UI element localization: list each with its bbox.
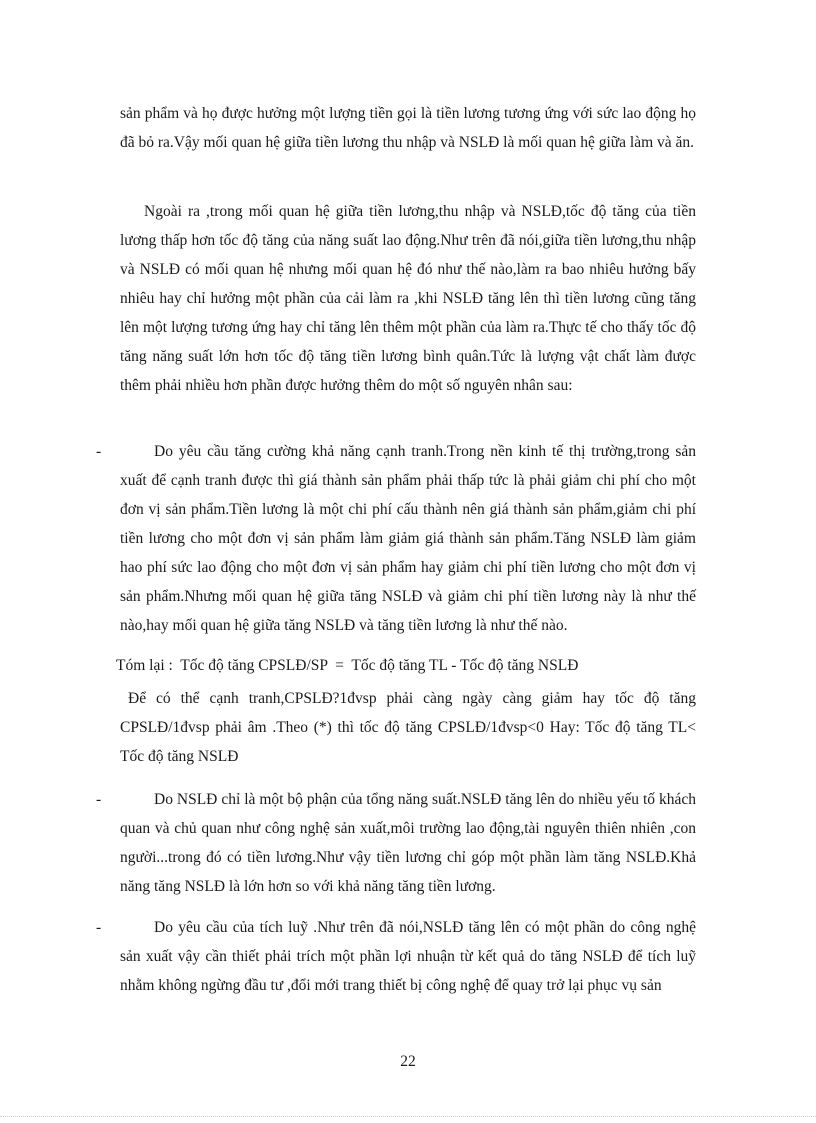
paragraph-2 xyxy=(120,197,696,400)
bullet-text: Do yêu cầu tăng cường khả năng cạnh tranh.Trong nền kinh tế thị trường,trong sản xuất để cạnh tranh được thì giá thành sản phẩm phải thấp tức là phải giảm chi phí cho một đơn vị sản phẩm.Tiền lương là một chi phí cấu thành nên giá thành sản phẩm,giảm chi phí tiền lương cho một đơn vị sản phẩm làm giảm giá thành sản phẩm.Tăng NSLĐ làm giảm hao phí sức lao động cho một đơn vị sản phẩm hay giảm chi phí tiền lương cho một đơn vị sản phẩm.Nhưng mối quan hệ giữa tăng NSLĐ và giảm chi phí tiền lương này là như thế nào,hay mối quan hệ giữa tăng NSLĐ và tăng tiền lương là như thế nào. xyxy=(120,443,696,634)
bullet-dash: - xyxy=(96,791,102,808)
paragraph-2-text: Ngoài ra ,trong mối quan hệ giữa tiền lương,thu nhập và NSLĐ,tốc độ tăng của tiền lương thấp hơn tốc độ tăng của năng suất lao động.Như trên đã nói,giữa tiền lương,thu nhập và NSLĐ có mối quan hệ nhưng mối quan hệ đó như thế nào,làm ra bao nhiêu hưởng bấy nhiêu hay chỉ hưởng một phần của cải làm ra ,khi NSLĐ tăng lên thì tiền lương cũng tăng lên một lượng tương ứng hay chỉ tăng lên thêm một phần của làm ra.Thực tế cho thấy tốc độ tăng năng suất lớn hơn tốc độ tăng tiền lương bình quân.Tức là lượng vật chất làm được thêm phải nhiều hơn phần được hưởng thêm do một số nguyên nhân sau: xyxy=(120,203,696,394)
bullet-item-productivity xyxy=(96,785,696,901)
page-number: 22 xyxy=(400,1053,416,1070)
bullet-item-accumulation xyxy=(96,913,696,1000)
bullet-text: Do NSLĐ chỉ là một bộ phận của tổng năng suất.NSLĐ tăng lên do nhiều yếu tố khách quan và chủ quan như công nghệ sản xuất,môi trường lao động,tài nguyên thiên nhiên ,con người...trong đó có tiền lương.Như vậy tiền lương chỉ góp một phần làm tăng NSLĐ.Khả năng tăng NSLĐ là lớn hơn so với khả năng tăng tiền lương. xyxy=(120,791,696,895)
paragraph-3-text: Để có thể cạnh tranh,CPSLĐ?1đvsp phải càng ngày càng giảm hay tốc độ tăng CPSLĐ/1đvsp phải âm .Theo (*) thì tốc độ tăng CPSLĐ/1đvsp<0 Hay: Tốc độ tăng TL< Tốc độ tăng NSLĐ xyxy=(120,690,696,765)
bullet-dash: - xyxy=(96,443,102,460)
bullet-dash: - xyxy=(96,919,102,936)
summary-line: Tóm lại : Tốc độ tăng CPSLĐ/SP = Tốc độ tăng TL - Tốc độ tăng NSLĐ xyxy=(116,657,579,674)
page-bottom-divider xyxy=(0,1116,816,1117)
paragraph-3 xyxy=(120,684,696,771)
bullet-item-competitiveness xyxy=(96,437,696,640)
bullet-text: Do yêu cầu của tích luỹ .Như trên đã nói,NSLĐ tăng lên có một phần do công nghệ sản xuất vậy cần thiết phải trích một phần lợi nhuận từ kết quả do tăng NSLĐ để tích luỹ nhằm không ngừng đầu tư ,đổi mới trang thiết bị công nghệ để quay trở lại phục vụ sản xyxy=(120,919,696,994)
paragraph-1: sản phẩm và họ được hưởng một lượng tiền gọi là tiền lương tương ứng với sức lao động họ đã bỏ ra.Vậy mối quan hệ giữa tiền lương thu nhập và NSLĐ là mối quan hệ giữa làm và ăn. xyxy=(120,105,696,151)
